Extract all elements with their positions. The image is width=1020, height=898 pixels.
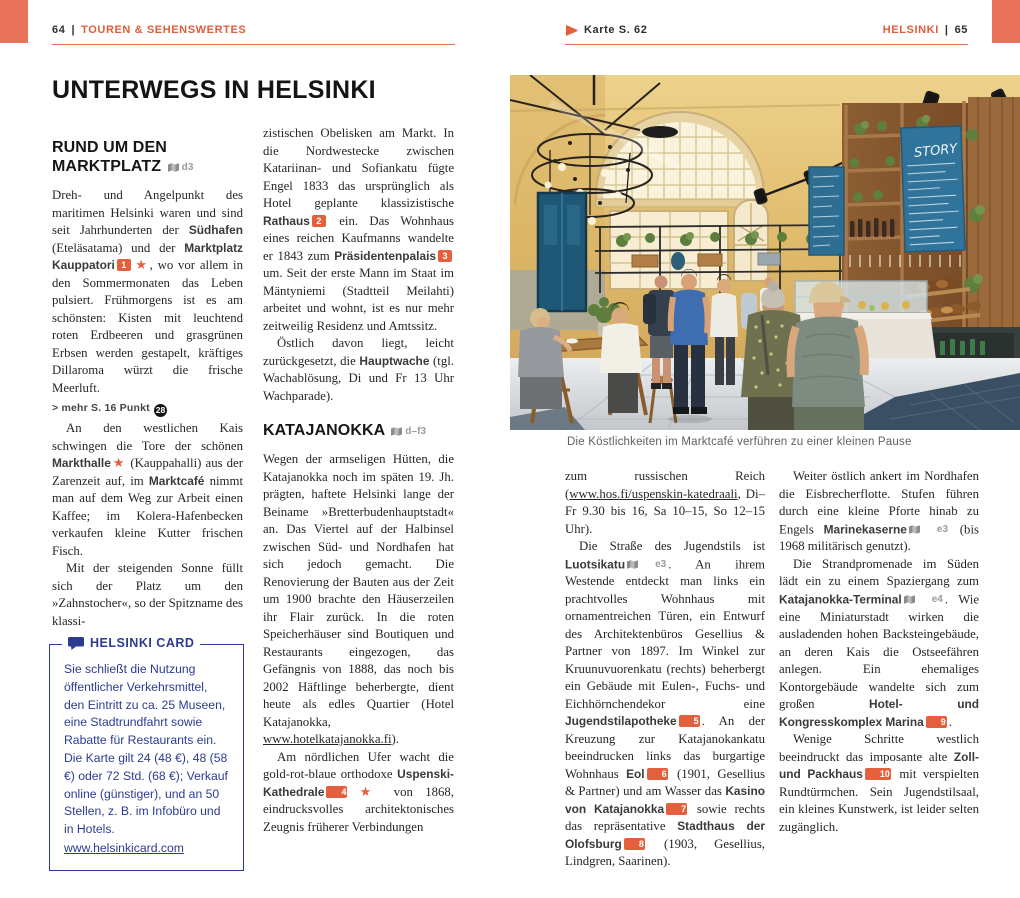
text-run: Mit der steigenden Sonne füllt sich der Platz um den »Zahnstocher«, so der Spitzname des klassi- — [52, 561, 243, 628]
right-page-column-1 — [565, 468, 765, 871]
keyword: Hotel- und Kongresskomplex Marina — [779, 697, 980, 729]
text-run: , Di–Fr 9.30 bis 16, Sa 10–15, So 12–15 Uhr). — [565, 486, 765, 536]
text-run: sowie rechts das repräsentative — [565, 801, 766, 834]
infobox-body: Sie schließt die Nutzung öffentlicher Verkehrsmittel, den Eintritt zu ca. 25 Museen, eine Stadtrundfahrt sowie Rabatte für Restaurants ein. Die Karte gilt 24 (48 €), 48 (58 €) oder 72 Std. (68 €); Verkauf online (günstiger), und an 50 Stellen, z. B. im Infobüro und in Hotels. — [64, 662, 228, 837]
map-ref — [904, 591, 943, 609]
paragraph — [52, 420, 243, 560]
text-run: An den westlichen Kais schwingen die Tore der schönen — [52, 421, 243, 453]
map-icon — [909, 525, 920, 534]
text-run: (1901, Gesellius & Partner) und am Wasser das — [565, 766, 765, 799]
corner-tab-right — [992, 0, 1020, 43]
paragraph — [779, 468, 979, 556]
infobox-title — [62, 636, 200, 650]
text-run: Die Strandpromenade im Süden lädt ein zu einem Spaziergang zum — [779, 556, 979, 589]
text-run: . An ihrem Westende entdeckt man links ein prachtvolles Wohnhaus mit ornamentreichen Türen, ein Entwurf des Architektenbüros Gesellius & Partner von 1897. Im Winkel zur Kruunuvuorenkatu (rechts) beherbergt ein Gebäude mit Eulen-, Fuchs- und Eichhörnchendekor eine — [565, 556, 765, 711]
poi-number-badge: 5 — [679, 715, 700, 727]
poi-number-badge: 6 — [647, 768, 668, 780]
text-run: (Kauppahalli) aus der Zarenzeit auf, im — [52, 456, 243, 488]
text-run: von 1868, eindrucksvolles architektonisches Zeugnis früherer Verbindungen — [263, 784, 454, 834]
keyword: Rathaus — [263, 213, 310, 228]
helsinki-card-infobox — [49, 636, 244, 871]
page-header-left — [52, 24, 455, 36]
header-divider: | — [71, 24, 76, 36]
poi-number-badge: 7 — [666, 803, 687, 815]
text-run: Wegen der armseligen Hütten, die Katajanokka noch im späten 19. Jh. prägten, haftete Helsinki lange der Beiname »Bretterbudenhauptstadt« an. Das Viertel auf der Halbinsel zwischen Süd- und Nordhafen hat sich jedoch gemacht. Die Renovierung der Bauten aus der Zeit um 1900 brachte den Häuserzeilen ihr Flair zurück. In die roten Speicherhäuser sind Boutiquen und Restaurants eingezogen, das Gefängnis von 1888, das noch bis 2002 Häftlinge beherbergte, dient heute als edles Quartier (Hotel Katajanokka, — [263, 452, 454, 729]
map-grid-ref: e3 — [936, 523, 949, 535]
right-page-column-2 — [779, 468, 979, 836]
text-run: Wenige Schritte westlich beeindruckt das imposante alte — [779, 732, 979, 764]
map-icon — [391, 427, 402, 436]
section-heading-katajanokka — [263, 421, 454, 441]
helsinki-card-link[interactable]: www.helsinkicard.com — [64, 840, 184, 855]
text-run: Dreh- und Angelpunkt des maritimen Helsinki waren und sind seit Jahrhunderten der — [52, 188, 243, 237]
poi-number-badge: 3 — [438, 250, 452, 262]
market-cafe-photo — [510, 75, 1020, 430]
text-run: mit verspielten Rundtürmchen. Sein Jugendstilsaal, ein kleines Kunstwerk, ist leider selten zugänglich. — [779, 767, 979, 834]
keyword: Markthalle — [52, 456, 111, 470]
text-run: zum russischen Reich ( — [565, 469, 765, 501]
section-heading-text: KATAJANOKKA — [263, 422, 385, 439]
story-sign-text: STORY — [913, 141, 959, 161]
poi-number-badge: 9 — [926, 716, 947, 728]
paragraph — [779, 731, 979, 836]
paragraph — [263, 451, 454, 749]
paragraph — [263, 749, 454, 837]
keyword: Kasino von Katajanokka — [565, 784, 765, 816]
text-run: . Wie eine Miniaturstadt wirken die ausladenden hohen Backsteingebäude, an deren Kais die Ostseefähren anlegen. Ein ehemaliges Kontorgebäude wandelte sich zum großen — [779, 592, 979, 711]
map-ref — [168, 158, 194, 177]
highlight-star-icon: ★ — [133, 258, 149, 273]
map-grid-ref: e3 — [655, 558, 667, 570]
paragraph — [565, 468, 765, 538]
infobox-title-text: HELSINKI CARD — [90, 636, 195, 650]
text-run: . An der Kreuzung zur Katajanokankatu beeindrucken links das burgartige Wohnhaus — [565, 714, 765, 781]
paragraph — [52, 187, 243, 397]
keyword: Stadthaus der Olofsburg — [565, 819, 765, 851]
text-run: Östlich davon liegt, leicht zurückgesetzt, die — [263, 336, 454, 368]
cross-reference-line — [52, 399, 243, 417]
paragraph — [263, 125, 454, 335]
map-ref — [391, 422, 426, 441]
header-rule-right — [565, 44, 968, 45]
section-label: TOUREN & SEHENSWERTES — [81, 24, 247, 36]
text-run: (tgl. Wachablösung, Di und Fr 13 Uhr Wachparade). — [263, 353, 455, 403]
keyword: Marinekaserne — [823, 521, 907, 536]
poi-number-badge: 2 — [312, 215, 326, 227]
map-grid-ref: e4 — [931, 593, 943, 605]
text-run: Weiter östlich ankert im Nordhafen die Eisbrecherflotte. Stufen führen durch eine kleine Pforte hinab zu Engels — [779, 469, 979, 536]
paragraph — [779, 556, 979, 731]
menu-board-small — [809, 167, 844, 255]
keyword: Marktplatz Kauppatori — [52, 240, 243, 272]
text-run: ). — [391, 732, 399, 746]
inline-link[interactable]: www.hos.fi/uspenskin-katedraali — [569, 486, 738, 501]
highlight-star-icon: ★ — [350, 784, 381, 800]
text-run: nimmt man auf dem Weg zur Arbeit einen Kaffee; im Kolera-Hafenbecken verkaufen kleine Kutter frischen Fisch. — [52, 473, 243, 558]
text-run: ein. Das Wohnhaus eines reichen Kaufmanns wandelte er 1843 zum — [263, 213, 454, 263]
map-icon — [904, 595, 915, 604]
keyword: Katajanokka-Terminal — [779, 592, 902, 606]
tour-point-badge: 28 — [155, 405, 166, 415]
text-run: (Eteläsatama) und der — [52, 240, 185, 255]
page-number-right: 65 — [954, 24, 968, 36]
keyword: Eol — [626, 766, 645, 781]
text-run: , wo vor allem in den Sommermonaten das Leben pulsiert. Frühmorgens ist es am schönsten: Kisten mit leuchtend roten Erdbeeren und grasgrünen Erbsen werden gestapelt, kräftiges Dillaroma würzt die frische Meerluft. — [52, 258, 243, 395]
poi-number-badge: 1 — [117, 259, 131, 271]
page-number-left: 64 — [52, 24, 66, 36]
page-header-right — [565, 24, 968, 36]
poi-number-badge: 10 — [865, 768, 891, 780]
text-run: zistischen Obelisken am Markt. In die Nordwestecke zwischen Katariinan- und Sofiankatu fügte Engel 1833 das ursprünglich als Hotel geplante klassizistische — [263, 126, 454, 210]
keyword: Marktcafé — [148, 473, 205, 488]
map-page-ref: Karte S. 62 — [584, 24, 648, 36]
text-run: um. Seit der erste Mann im Staat im Mäntyniemi (Stadtteil Meilahti) arbeitet und wohnt, ist es nur mehr zeitweilig Residenz und Amtssitz. — [263, 266, 454, 333]
inline-link[interactable]: www.hotelkatajanokka.fi — [263, 732, 392, 746]
map-arrow-icon — [565, 25, 578, 36]
header-rule-left — [52, 44, 455, 45]
map-ref — [909, 521, 948, 539]
paragraph — [565, 538, 765, 871]
map-grid-ref: d3 — [181, 162, 194, 173]
corner-tab-left — [0, 0, 28, 43]
page-title: UNTERWEGS IN HELSINKI — [52, 76, 376, 104]
map-grid-ref: d–f3 — [405, 426, 427, 437]
keyword: Jugendstilapotheke — [565, 714, 677, 729]
paragraph — [52, 560, 243, 630]
text-run: . — [948, 714, 952, 729]
left-page-column-1 — [52, 138, 243, 871]
keyword: Luotsikatu — [565, 556, 626, 571]
left-page-column-2 — [263, 125, 454, 836]
map-icon — [627, 560, 638, 569]
keyword: Zoll- und Packhaus — [779, 749, 979, 781]
speech-bubble-icon — [68, 637, 84, 650]
map-icon — [168, 163, 179, 172]
text-run: Die Straße des Jugendstils ist — [579, 539, 765, 553]
header-divider: | — [944, 24, 949, 36]
text-run: (1903, Gesellius, Lindgren, Saarinen). — [565, 836, 765, 869]
poi-number-badge: 4 — [326, 786, 347, 798]
region-label: HELSINKI — [882, 24, 939, 36]
highlight-star-icon: ★ — [111, 456, 126, 471]
map-ref — [627, 556, 666, 574]
keyword: Präsidentenpalais — [334, 248, 436, 263]
poi-number-badge: 8 — [624, 838, 645, 850]
text-run: (bis 1968 militärisch genutzt). — [779, 521, 979, 554]
keyword: Uspenski-Kathedrale — [263, 767, 454, 799]
text-run: Am nördlichen Ufer wacht die gold-rot-blaue orthodoxe — [263, 749, 454, 781]
photo-caption: Die Köstlichkeiten im Marktcafé verführen zu einer kleinen Pause — [567, 436, 912, 448]
menu-board-story — [901, 126, 965, 252]
paragraph — [263, 335, 454, 405]
keyword: Südhafen — [188, 223, 243, 237]
cross-reference: > mehr S. 16 Punkt — [52, 402, 153, 414]
section-heading-text: RUND UM DEN MARKTPLATZ — [52, 139, 167, 175]
keyword: Hauptwache — [359, 353, 430, 368]
photo-illustration — [510, 75, 1020, 430]
section-heading-marktplatz — [52, 138, 243, 177]
